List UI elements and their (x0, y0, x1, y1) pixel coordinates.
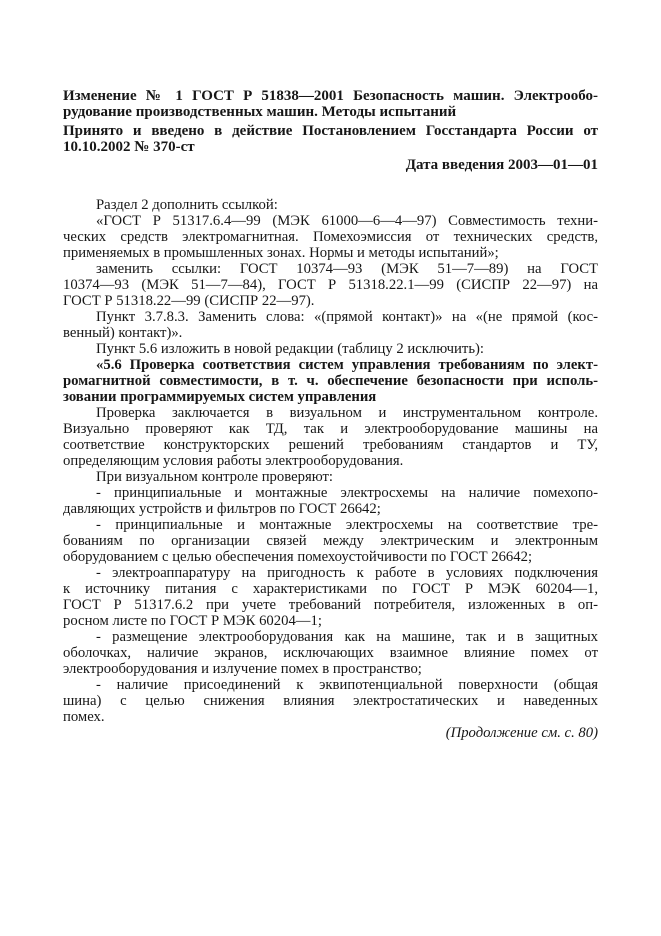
text-line: ГОСТ Р 51317.6.2 при учете требований потребителя, изложенных в оп- (63, 597, 598, 613)
text-line: к источнику питания с характеристиками по ГОСТ Р МЭК 60204—1, (63, 581, 598, 597)
text-line: Раздел 2 дополнить ссылкой: (96, 197, 278, 213)
text-line: «5.6 Проверка соответствия систем управления требованиям по элект- (96, 357, 598, 373)
document-page (63, 88, 598, 741)
paragraph (63, 341, 598, 357)
paragraph (63, 469, 598, 485)
title-line-1: Изменение № 1 ГОСТ Р 51838—2001 Безопасность машин. Электрообо- (63, 88, 598, 104)
text-line: венный) контакт)». (63, 325, 183, 341)
text-line: Визуально проверяют как ТД, так и электрооборудование машины на (63, 421, 598, 437)
document-body (63, 197, 598, 725)
paragraph (63, 357, 598, 405)
paragraph (63, 677, 598, 725)
paragraph (63, 309, 598, 341)
paragraph (63, 261, 598, 309)
text-line: ческих средств электромагнитная. Помехоэмиссия от технических средств, (63, 229, 598, 245)
effective-date: Дата введения 2003—01—01 (405, 157, 598, 173)
continuation-note: (Продолжение см. с. 80) (445, 725, 598, 741)
paragraph (63, 197, 598, 213)
text-line: давляющих устройств и фильтров по ГОСТ 26642; (63, 501, 381, 517)
text-line: «ГОСТ Р 51317.6.4—99 (МЭК 61000—6—4—97) Совместимость техни- (96, 213, 598, 229)
paragraph (63, 405, 598, 469)
text-line: электрооборудования и излучение помех в пространство; (63, 661, 422, 677)
text-line: помех. (63, 709, 105, 725)
title-line-2: рудование производственных машин. Методы испытаний (63, 104, 457, 120)
text-line: - размещение электрооборудования как на машине, так и в защитных (96, 629, 598, 645)
text-line: - электроаппаратуру на пригодность к работе в условиях подключения (96, 565, 598, 581)
text-line: - принципиальные и монтажные электросхемы на наличие помехопо- (96, 485, 598, 501)
text-line: заменить ссылки: ГОСТ 10374—93 (МЭК 51—7—89) на ГОСТ (96, 261, 598, 277)
paragraph (63, 213, 598, 261)
text-line: соответствие конструкторских решений требованиям стандартов и ТУ, (63, 437, 598, 453)
text-line: зовании программируемых систем управления (63, 389, 377, 405)
text-line: оборудованием с целью обеспечения помехоустойчивости по ГОСТ 26642; (63, 549, 533, 565)
text-line: 10374—93 (МЭК 51—7—84), ГОСТ Р 51318.22.1—99 (СИСПР 22—97) на (63, 277, 598, 293)
text-line: бованиям по организации связей между электрическим и электронным (63, 533, 598, 549)
text-line: ГОСТ Р 51318.22—99 (СИСПР 22—97). (63, 293, 315, 309)
text-line: Пункт 5.6 изложить в новой редакции (таблицу 2 исключить): (96, 341, 484, 357)
text-line: - наличие присоединений к эквипотенциальной поверхности (общая (96, 677, 598, 693)
adoption-line-1: Принято и введено в действие Постановлением Госстандарта России от (63, 123, 598, 139)
text-line: При визуальном контроле проверяют: (96, 469, 333, 485)
paragraph (63, 629, 598, 677)
adoption-line-2: 10.10.2002 № 370-ст (63, 139, 195, 155)
text-line: - принципиальные и монтажные электросхемы на соответствие тре- (96, 517, 598, 533)
text-line: применяемых в промышленных зонах. Нормы и методы испытаний»; (63, 245, 499, 261)
paragraph (63, 517, 598, 565)
paragraph (63, 565, 598, 629)
document-title (63, 88, 598, 120)
text-line: Проверка заключается в визуальном и инструментальном контроле. (96, 405, 598, 421)
text-line: ромагнитной совместимости, в т. ч. обеспечение безопасности при исполь- (63, 373, 598, 389)
text-line: оболочках, наличие экранов, исключающих взаимное влияние помех от (63, 645, 598, 661)
text-line: росном листе по ГОСТ Р МЭК 60204—1; (63, 613, 322, 629)
adoption-statement (63, 123, 598, 155)
text-line: шина) с целью снижения влияния электростатических и наведенных (63, 693, 598, 709)
text-line: определяющим условия работы электрооборудования. (63, 453, 404, 469)
paragraph (63, 485, 598, 517)
text-line: Пункт 3.7.8.3. Заменить слова: «(прямой контакт)» на «(не прямой (кос- (96, 309, 598, 325)
